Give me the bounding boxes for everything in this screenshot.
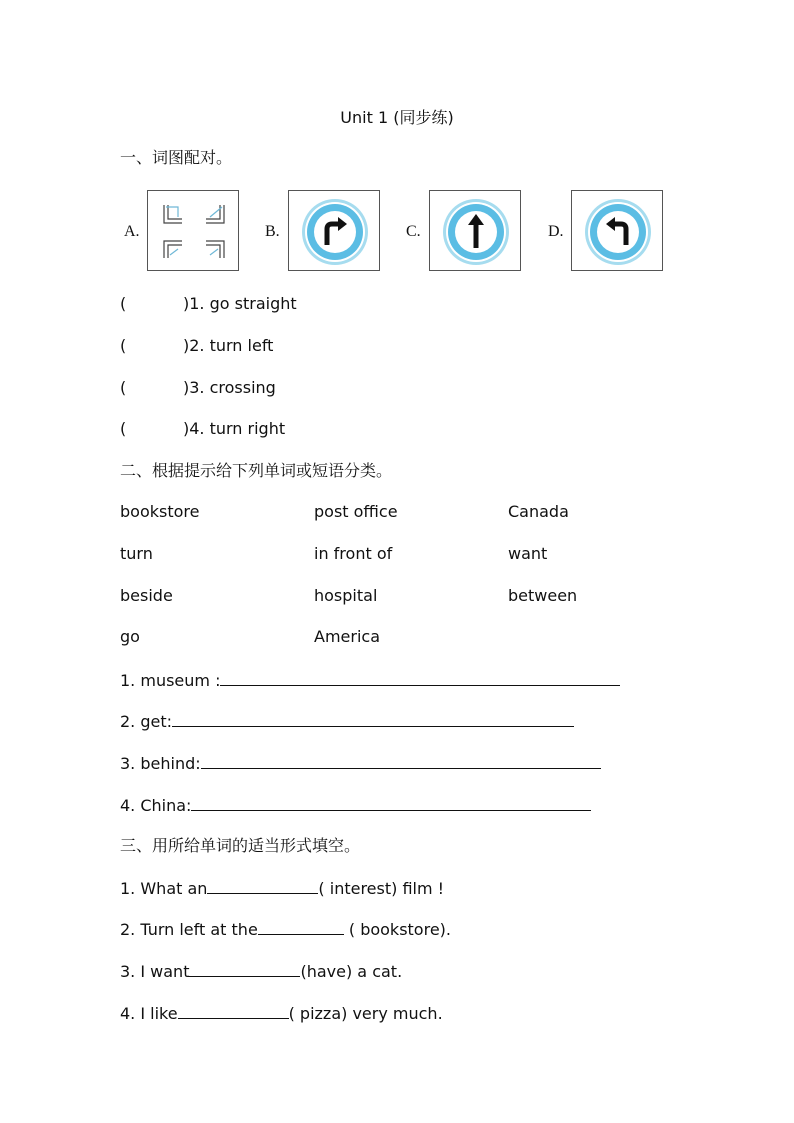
- classify-question-2-label: 2. get:: [120, 712, 173, 731]
- option-b-image: [288, 190, 380, 271]
- fill-item-3-after: (have) a cat.: [300, 962, 403, 981]
- match-item-2-paren: (: [120, 336, 127, 355]
- match-item-4-paren: (: [120, 419, 127, 438]
- word-want: want: [508, 544, 548, 563]
- fill-item-4-before: 4. I like: [120, 1004, 178, 1023]
- fill-item-1-before: 1. What an: [120, 879, 208, 898]
- fill-item-2: [120, 918, 451, 940]
- answer-blank[interactable]: [201, 752, 601, 769]
- fill-item-4-after: ( pizza) very much.: [288, 1004, 443, 1023]
- classify-question-4-label: 4. China:: [120, 796, 192, 815]
- option-b-label: B.: [265, 223, 280, 240]
- word-turn: turn: [120, 544, 153, 563]
- answer-blank[interactable]: [207, 877, 318, 894]
- classify-question-1: [120, 669, 620, 691]
- fill-item-1-after: ( interest) film !: [318, 879, 445, 898]
- option-c-label: C.: [406, 223, 421, 240]
- section2-heading: 二、根据提示给下列单词或短语分类。: [120, 461, 393, 480]
- option-d-label: D.: [548, 223, 564, 240]
- match-item-4: )4. turn right: [183, 419, 286, 438]
- word-between: between: [508, 586, 578, 605]
- classify-question-4: [120, 794, 591, 816]
- option-a-image: [147, 190, 239, 271]
- option-d-image: [571, 190, 663, 271]
- option-c-image: [429, 190, 521, 271]
- word-bookstore: bookstore: [120, 502, 200, 521]
- section3-heading: 三、用所给单词的适当形式填空。: [120, 836, 361, 855]
- classify-question-3-label: 3. behind:: [120, 754, 201, 773]
- word-canada: Canada: [508, 502, 569, 521]
- word-post-office: post office: [314, 502, 398, 521]
- fill-item-4: [120, 1002, 443, 1024]
- answer-blank[interactable]: [172, 710, 574, 727]
- match-item-3-paren: (: [120, 378, 127, 397]
- answer-blank[interactable]: [258, 918, 344, 935]
- answer-blank[interactable]: [220, 669, 620, 686]
- match-item-1-paren: (: [120, 294, 127, 313]
- answer-blank[interactable]: [178, 1002, 289, 1019]
- word-go: go: [120, 627, 140, 646]
- turn-right-sign-icon: [289, 191, 381, 272]
- word-hospital: hospital: [314, 586, 378, 605]
- match-item-1: )1. go straight: [183, 294, 297, 313]
- option-a-label: A.: [124, 223, 140, 240]
- classify-question-1-label: 1. museum :: [120, 671, 221, 690]
- word-america: America: [314, 627, 380, 646]
- match-item-3: )3. crossing: [183, 378, 276, 397]
- fill-item-3-before: 3. I want: [120, 962, 190, 981]
- turn-left-sign-icon: [572, 191, 664, 272]
- match-item-2: )2. turn left: [183, 336, 274, 355]
- classify-question-2: [120, 710, 574, 732]
- fill-item-2-after: ( bookstore).: [343, 920, 451, 939]
- fill-item-1: [120, 877, 444, 899]
- fill-item-3: [120, 960, 402, 982]
- crossing-icon: [148, 191, 240, 272]
- fill-item-2-before: 2. Turn left at the: [120, 920, 258, 939]
- word-beside: beside: [120, 586, 173, 605]
- classify-question-3: [120, 752, 601, 774]
- word-in-front-of: in front of: [314, 544, 393, 563]
- answer-blank[interactable]: [191, 794, 591, 811]
- section1-heading: 一、词图配对。: [120, 148, 233, 167]
- answer-blank[interactable]: [189, 960, 300, 977]
- page-title: Unit 1 (同步练): [340, 108, 454, 127]
- go-straight-sign-icon: [430, 191, 522, 272]
